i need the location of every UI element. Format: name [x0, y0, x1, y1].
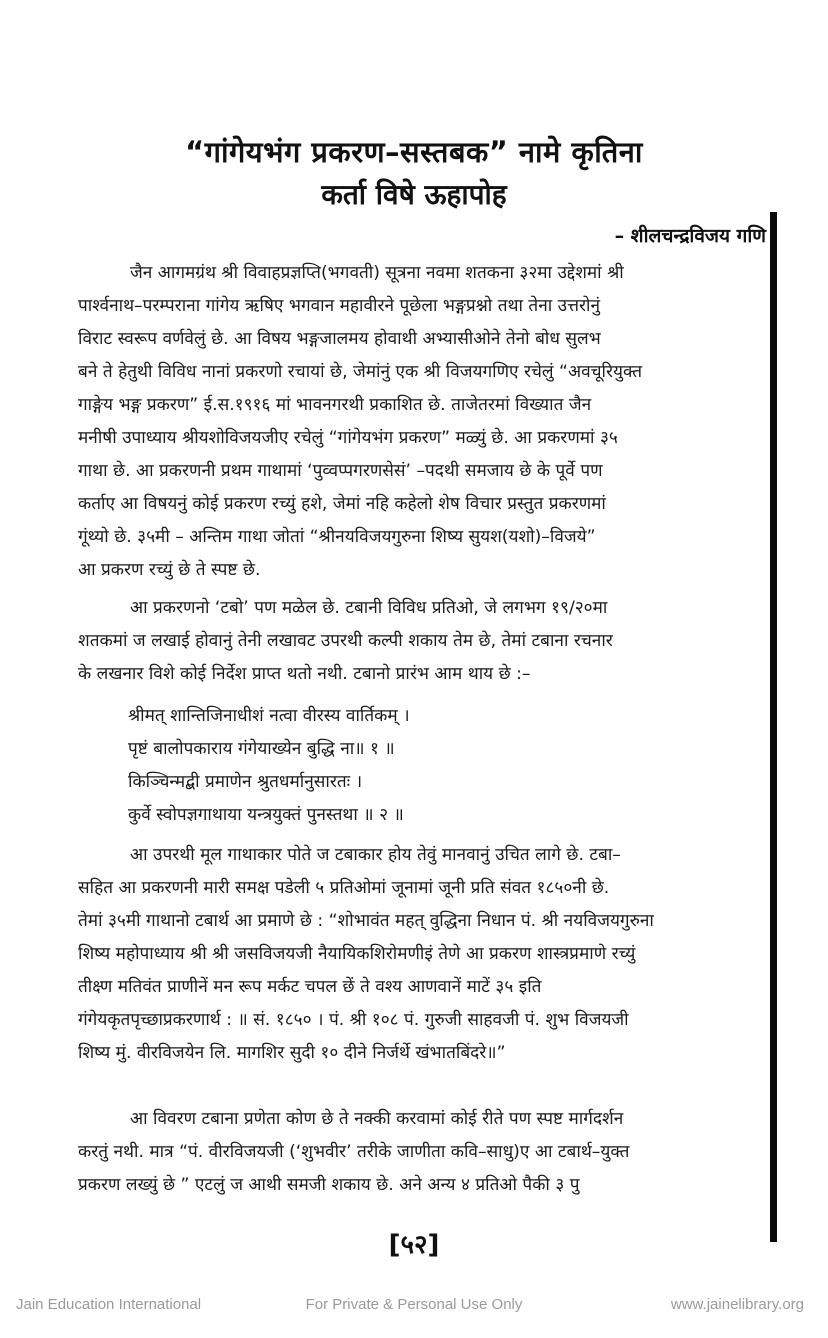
paragraph-3-line-4: शिष्य महोपाध्याय श्री श्री जसविजयजी नैयायिकशिरोमणीइं तेणे आ प्रकरण शास्त्रप्रमाणे रच्युं: [78, 944, 636, 964]
author-byline: – शीलचन्द्रविजय गणि: [614, 225, 766, 247]
verse-line-1: श्रीमत् शान्तिजिनाधीशं नत्वा वीरस्य वार्तिकम् ।: [128, 706, 410, 726]
paragraph-1-line-9: गूंथ्यो छे. ३५मी – अन्तिम गाथा जोतां “श्रीनयविजयगुरुना शिष्य सुयश(यशो)–विजये”: [78, 527, 596, 547]
paragraph-3-line-1: आ उपरथी मूल गाथाकार पोते ज टबाकार होय तेवुं मानवानुं उचित लागे छे. टबा–: [130, 845, 621, 865]
verse-line-3: किञ्चिन्मद्बी प्रमाणेन श्रुतधर्मानुसारतः ।: [128, 772, 363, 792]
paragraph-2-line-3: के लखनार विशे कोई निर्देश प्राप्त थतो नथी. टबानो प्रारंभ आम थाय छे :–: [78, 664, 531, 684]
article-title-line-1: “गांगेयभंग प्रकरण–सस्तबक” नामे कृतिना: [185, 135, 643, 169]
article-title-line-2: कर्ता विषे ऊहापोह: [321, 178, 507, 211]
paragraph-1-line-3: विराट स्वरूप वर्णवेलुं छे. आ विषय भङ्गजालमय होवाथी अभ्यासीओने तेनो बोध सुलभ: [78, 329, 601, 349]
paragraph-2-line-2: शतकमां ज लखाई होवानुं तेनी लखावट उपरथी कल्पी शकाय तेम छे, तेमां टबाना रचनार: [78, 631, 613, 651]
paragraph-4-line-2: करतुं नथी. मात्र “पं. वीरविजयजी (‘शुभवीर’ तरीके जाणीता कवि–साधु)ए आ टबार्थ–युक्त: [78, 1142, 630, 1162]
paragraph-2-line-1: आ प्रकरणनो ‘टबो’ पण मळेल छे. टबानी विविध प्रतिओ, जे लगभग १९/२०मा: [130, 598, 608, 618]
paragraph-1-line-7: गाथा छे. आ प्रकरणनी प्रथम गाथामां ‘पुव्वप्पगरणसेसं’ –पदथी समजाय छे के पूर्वे पण: [78, 461, 603, 481]
page-number: [५२]: [388, 1230, 440, 1260]
paragraph-1-line-1: जैन आगमग्रंथ श्री विवाहप्रज्ञप्ति(भगवती) सूत्रना नवमा शतकना ३२मा उद्देशमां श्री: [130, 263, 624, 283]
paragraph-1-line-6: मनीषी उपाध्याय श्रीयशोविजयजीए रचेलुं “गांगेयभंग प्रकरण” मळ्युं छे. आ प्रकरणमां ३५: [78, 428, 618, 448]
paragraph-3-line-2: सहित आ प्रकरणनी मारी समक्ष पडेली ५ प्रतिओमां जूनामां जूनी प्रति संवत १८५०नी छे.: [78, 878, 610, 898]
paragraph-1-line-2: पार्श्वनाथ–परम्पराना गांगेय ऋषिए भगवान महावीरने पूछेला भङ्गप्रश्नो तथा तेना उत्तरोनुं: [78, 296, 600, 316]
verse-line-4: कुर्वे स्वोपज्ञगाथाया यन्त्रयुक्तं पुनस्तथा ॥ २ ॥: [128, 805, 404, 825]
paragraph-1-line-10: आ प्रकरण रच्युं छे ते स्पष्ट छे.: [78, 560, 261, 580]
paragraph-3-line-7: शिष्य मुं. वीरविजयेन लि. मागशिर सुदी १० दीने निर्जर्थे खंभातबिंदरे॥”: [78, 1043, 506, 1063]
footer-publisher: Jain Education International: [16, 1296, 202, 1313]
paragraph-3-line-5: तीक्ष्ण मतिवंत प्राणीनें मन रूप मर्कट चपल छें ते वश्य आणवानें माटें ३५ इति: [78, 977, 542, 997]
footer-usage-note: For Private & Personal Use Only: [305, 1296, 523, 1313]
paragraph-4-line-1: आ विवरण टबाना प्रणेता कोण छे ते नक्की करवामां कोई रीते पण स्पष्ट मार्गदर्शन: [130, 1109, 624, 1129]
paragraph-1-line-8: कर्ताए आ विषयनुं कोई प्रकरण रच्युं हशे, जेमां नहि कहेलो शेष विचार प्रस्तुत प्रकरणमां: [78, 494, 606, 514]
footer-website-link[interactable]: www.jainelibrary.org: [670, 1296, 804, 1313]
paragraph-3-line-6: गंगेयकृतपृच्छाप्रकरणार्थ : ॥ सं. १८५० । पं. श्री १०८ पं. गुरुजी साहवजी पं. शुभ विजयजी: [78, 1010, 629, 1030]
paragraph-3-line-3: तेमां ३५मी गाथानो टबार्थ आ प्रमाणे छे : “शोभावंत महत् वुद्धिना निधान पं. श्री नयविजयगुरुना: [78, 911, 654, 931]
paragraph-1-line-5: गाङ्गेय भङ्ग प्रकरण” ई.स.१९१६ मां भावनगरथी प्रकाशित छे. ताजेतरमां विख्यात जैन: [78, 395, 592, 415]
paragraph-1-line-4: बने ते हेतुथी विविध नानां प्रकरणो रचायां छे, जेमांनुं एक श्री विजयगणिए रचेलुं “अवचूरियुक्त: [78, 362, 643, 382]
verse-line-2: पृष्टं बालोपकाराय गंगेयाख्येन बुद्धि ना॥ १ ॥: [128, 739, 395, 759]
paragraph-4-line-3: प्रकरण लख्युं छे ” एटलुं ज आथी समजी शकाय छे. अने अन्य ४ प्रतिओ पैकी ३ पु: [78, 1175, 580, 1195]
